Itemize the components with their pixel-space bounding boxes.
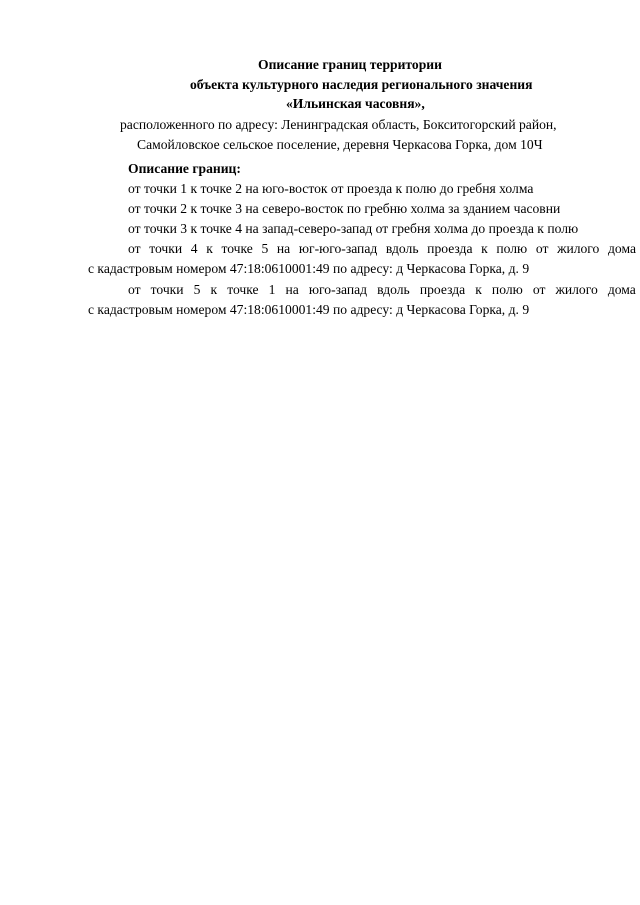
word: 1 xyxy=(268,282,276,297)
word: жилого xyxy=(557,241,600,256)
boundary-item-1: от точки 1 к точке 2 на юго-восток от проезда к полю до гребня холма xyxy=(128,181,534,196)
word: вдоль xyxy=(385,241,419,256)
word: от xyxy=(128,241,141,256)
word: 4 xyxy=(190,241,198,256)
document-title-line-3: «Ильинская часовня», xyxy=(286,96,425,111)
word: к xyxy=(210,282,218,297)
boundary-item-4-line-1 xyxy=(128,239,636,258)
word: к xyxy=(481,241,488,256)
boundary-item-4-line-2: с кадастровым номером 47:18:0610001:49 по адресу: д Черкасова Горка, д. 9 xyxy=(88,261,530,276)
word: от xyxy=(128,282,141,297)
address-line-1: расположенного по адресу: Ленинградская область, Бокситогорский район, xyxy=(120,117,557,132)
word: на xyxy=(285,282,299,297)
word: к xyxy=(206,241,213,256)
word: к xyxy=(475,282,482,297)
word: полю xyxy=(491,282,523,297)
word: от xyxy=(532,282,546,297)
word: на xyxy=(276,241,291,256)
word: проезда xyxy=(419,282,466,297)
word: вдоль xyxy=(377,282,410,297)
document-title-line-2: объекта культурного наследия регионального значения xyxy=(190,77,533,92)
boundary-item-5-line-1 xyxy=(128,280,636,299)
word: полю xyxy=(496,241,528,256)
word: точке xyxy=(227,282,259,297)
boundary-item-5-line-2: с кадастровым номером 47:18:0610001:49 по адресу: д Черкасова Горка, д. 9 xyxy=(88,302,530,317)
word: точки xyxy=(150,282,184,297)
word: 5 xyxy=(261,241,269,256)
boundary-item-3: от точки 3 к точке 4 на запад-северо-запад от гребня холма до проезда к полю xyxy=(128,221,579,236)
document-title-line-1: Описание границ территории xyxy=(258,57,442,72)
word: точки xyxy=(149,241,183,256)
boundaries-heading: Описание границ: xyxy=(128,161,241,176)
word: юго-запад xyxy=(308,282,368,297)
boundary-item-2: от точки 2 к точке 3 на северо-восток по гребню холма за зданием часовни xyxy=(128,201,561,216)
word: точке xyxy=(221,241,253,256)
word: жилого xyxy=(555,282,598,297)
word: дома xyxy=(607,282,636,297)
word: юг-юго-запад xyxy=(298,241,378,256)
word: от xyxy=(535,241,549,256)
word: проезда xyxy=(427,241,473,256)
word: дома xyxy=(607,241,636,256)
word: 5 xyxy=(193,282,201,297)
address-line-2: Самойловское сельское поселение, деревня Черкасова Горка, дом 10Ч xyxy=(137,137,543,152)
